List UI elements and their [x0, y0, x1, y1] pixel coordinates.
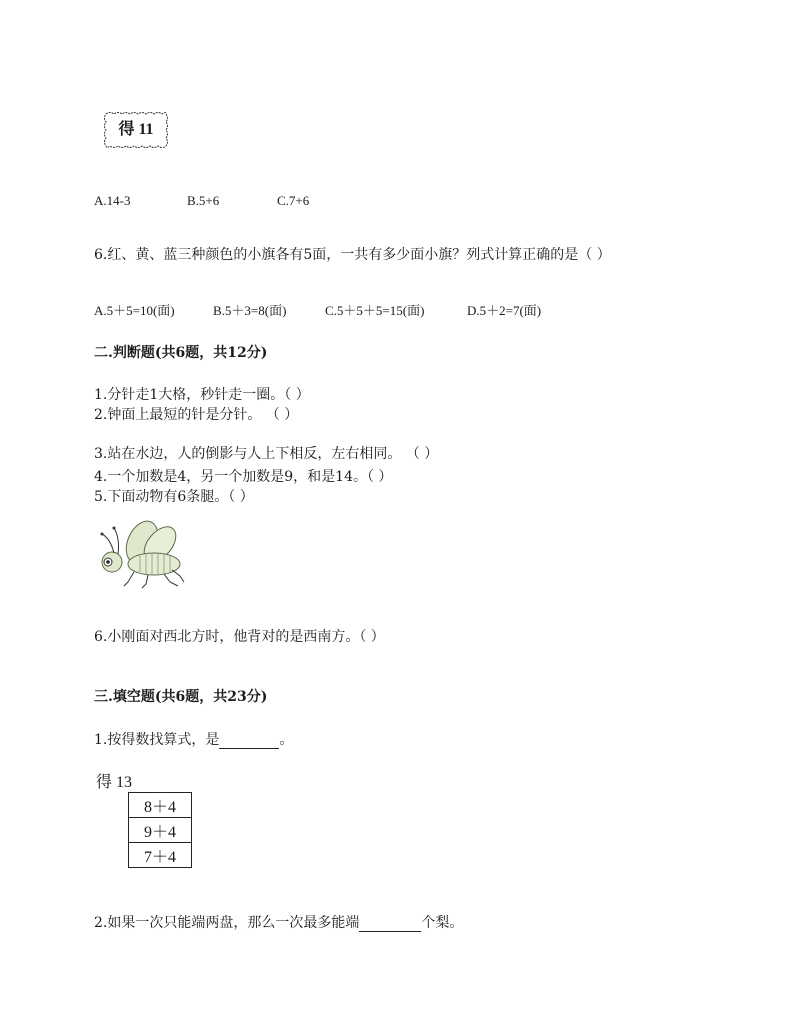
judgement-item-3: 3.站在水边，人的倒影与人上下相反，左右相同。 （ ） [94, 446, 439, 462]
judgement-item-4: 4.一个加数是4，另一个加数是9，和是14。（ ） [94, 469, 393, 485]
judgement-item-6: 6.小刚面对西北方时，他背对的是西南方。（ ） [94, 629, 385, 645]
insect-illustration [94, 520, 186, 590]
expression-cell: 9＋4 [129, 818, 192, 843]
fill-question-1 [94, 729, 293, 749]
fill-question-2 [94, 912, 463, 932]
q5-option-a: A.14-3 [94, 193, 131, 208]
answer-blank-2[interactable] [359, 915, 421, 932]
table-label: 得 13 [96, 774, 133, 791]
section-2-title: 二.判断题(共6题，共12分) [94, 345, 268, 361]
badge-text: 得 11 [118, 121, 154, 138]
fill-question-2-prefix: 2.如果一次只能端两盘，那么一次最多能端 [94, 915, 360, 931]
expression-table [128, 792, 192, 868]
fill-question-2-suffix: 个梨。 [421, 915, 464, 931]
judgement-item-1: 1.分针走1大格，秒针走一圈。（ ） [94, 387, 310, 403]
score-badge [102, 110, 170, 150]
judgement-item-5: 5.下面动物有6条腿。（ ） [94, 489, 254, 505]
question-6: 6.红、黄、蓝三种颜色的小旗各有5面，一共有多少面小旗？列式计算正确的是（ ） [94, 247, 611, 263]
q5-option-c: C.7+6 [277, 193, 310, 208]
fill-question-1-prefix: 1.按得数找算式，是 [94, 732, 220, 748]
q5-option-b: B.5+6 [187, 193, 220, 208]
judgement-item-2: 2.钟面上最短的针是分针。 （ ） [94, 407, 299, 423]
section-3-title: 三.填空题(共6题，共23分) [94, 689, 268, 705]
q6-option-c: C.5＋5＋5=15(面) [325, 303, 425, 318]
q6-option-b: B.5＋3=8(面) [213, 303, 287, 318]
q6-option-a: A.5＋5=10(面) [94, 303, 175, 318]
answer-blank-1[interactable] [219, 732, 279, 749]
q6-option-d: D.5＋2=7(面) [467, 303, 542, 318]
expression-cell: 7＋4 [129, 843, 192, 868]
fill-question-1-suffix: 。 [279, 732, 294, 748]
expression-cell: 8＋4 [129, 793, 192, 818]
